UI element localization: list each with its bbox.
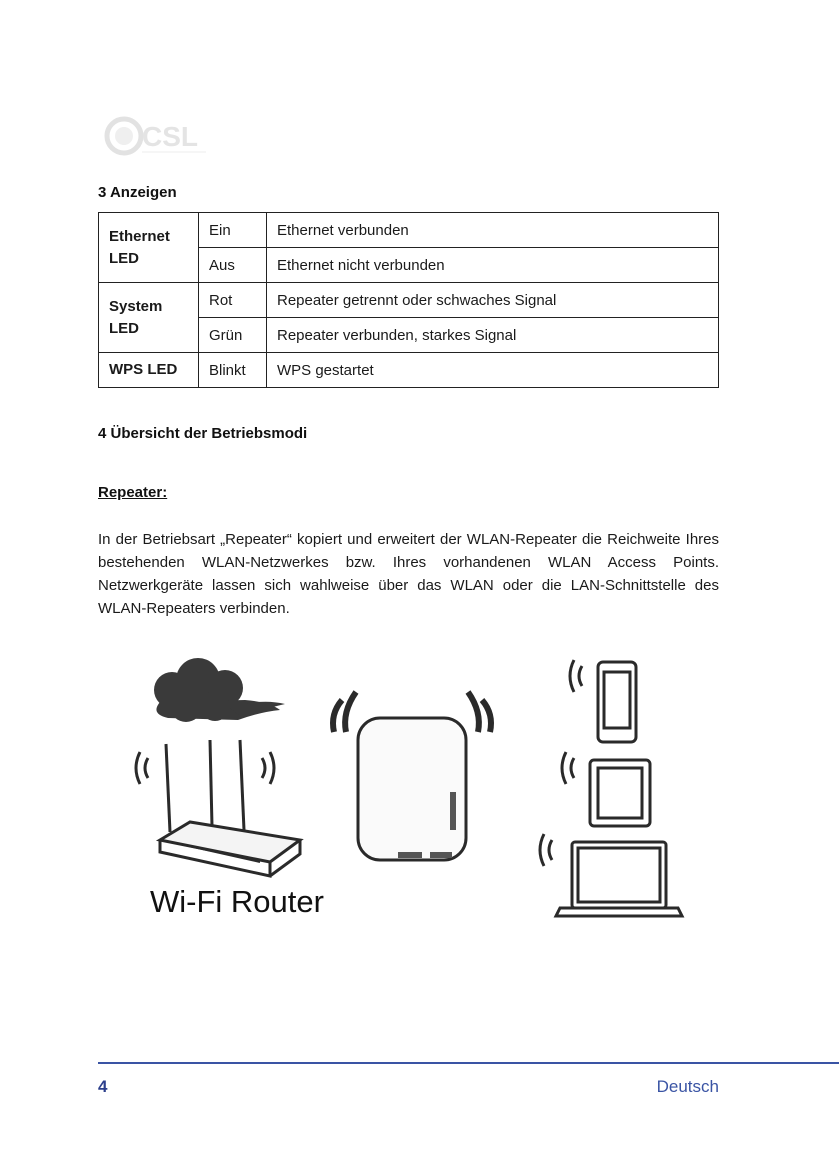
- table-row: [99, 353, 719, 388]
- led-indicator-table: [98, 212, 719, 388]
- csl-logo: [102, 112, 212, 160]
- table-row: [99, 213, 719, 248]
- repeater-heading: Repeater:: [98, 484, 168, 501]
- led-state: Ein: [199, 213, 267, 248]
- tablet-icon: [562, 752, 650, 826]
- page-number: 4: [98, 1077, 108, 1096]
- repeater-icon: [333, 692, 491, 860]
- led-state: Aus: [199, 248, 267, 283]
- router-icon: [160, 740, 300, 876]
- system-led-label: System LED: [99, 283, 199, 353]
- section-3-heading: 3 Anzeigen: [98, 184, 177, 201]
- wifi-signal-icon: [136, 752, 274, 784]
- led-state: Rot: [199, 283, 267, 318]
- ethernet-led-label: Ethernet LED: [99, 213, 199, 283]
- cloud-icon: [154, 658, 285, 722]
- logo-text: CSL: [142, 121, 198, 152]
- led-state: Blinkt: [199, 353, 267, 388]
- footer-divider: [98, 1062, 839, 1064]
- led-description: Repeater verbunden, starkes Signal: [267, 318, 719, 353]
- footer-language: Deutsch: [656, 1077, 719, 1096]
- led-description: Ethernet verbunden: [267, 213, 719, 248]
- led-description: Repeater getrennt oder schwaches Signal: [267, 283, 719, 318]
- led-description: WPS gestartet: [267, 353, 719, 388]
- repeater-paragraph: [98, 528, 719, 620]
- table-row: [99, 283, 719, 318]
- wifi-router-label: Wi-Fi Router: [150, 884, 324, 919]
- wps-led-label: WPS LED: [99, 353, 199, 388]
- section-4-heading: 4 Übersicht der Betriebsmodi: [98, 425, 308, 442]
- phone-icon: [570, 660, 636, 742]
- repeater-paragraph-text: In der Betriebsart „Repeater“ kopiert und erweitert der WLAN-Repeater die Reichweite Ihres bestehenden WLAN-Netzwerkes bzw. Ihres vorhandenen WLAN Access Points. Netzwerkgeräte lassen sich wahlweise über das WLAN oder die LAN-Schnittstelle des WLAN-Repeaters verbinden.: [98, 531, 719, 617]
- laptop-icon: [540, 834, 682, 916]
- led-description: Ethernet nicht verbunden: [267, 248, 719, 283]
- led-state: Grün: [199, 318, 267, 353]
